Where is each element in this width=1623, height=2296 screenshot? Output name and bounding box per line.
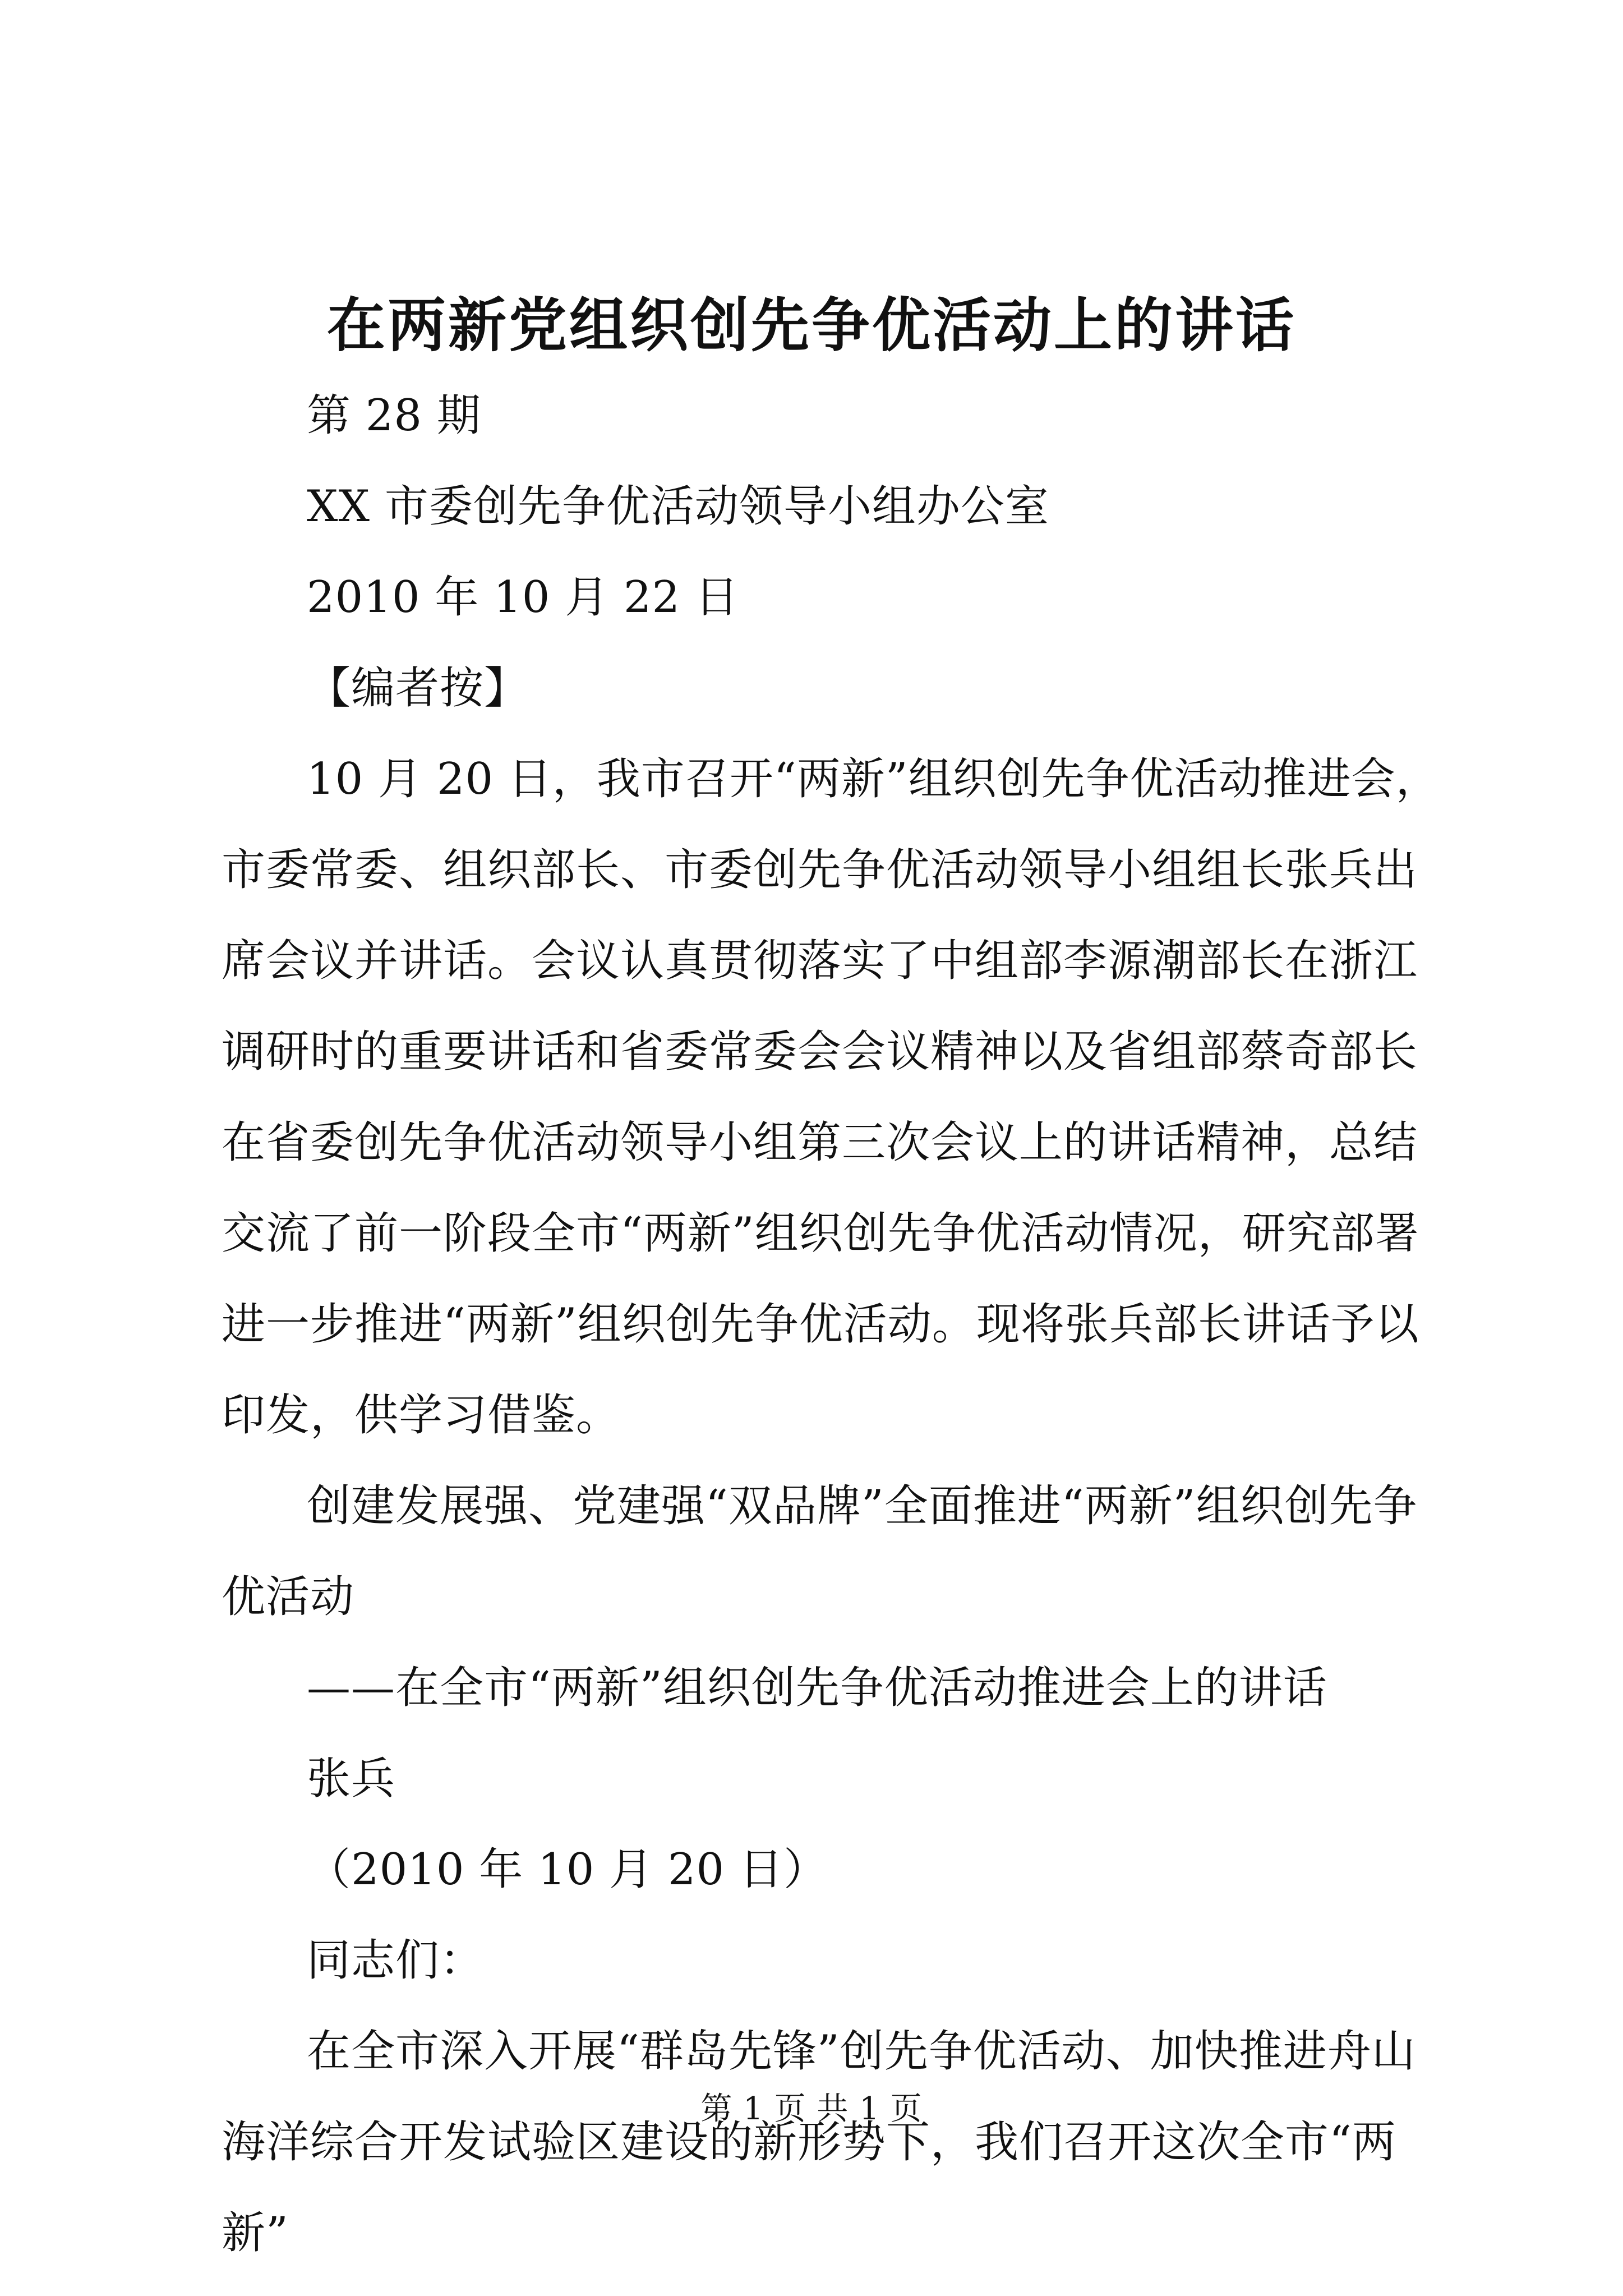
speech-date: （2010 年 10 月 20 日） <box>307 1844 828 1895</box>
speech-title: 创建发展强、党建强“双品牌”全面推进“两新”组织创先争优活动 <box>222 1481 1418 1622</box>
speech-subtitle: ——在全市“两新”组织创先争优活动推进会上的讲话 <box>307 1663 1327 1713</box>
issuing-office: XX 市委创先争优活动领导小组办公室 <box>307 481 1049 532</box>
editor-note-label: 【编者按】 <box>307 663 529 714</box>
issue-number: 第 28 期 <box>307 390 481 441</box>
opening-paragraph: 在全市深入开展“群岛先锋”创先争优活动、加快推进舟山海洋综合开发试验区建设的新形势下，我们召开这次全市“两新” <box>222 2026 1416 2258</box>
page-number-footer: 第 1 页 共 1 页 <box>700 2091 923 2127</box>
document-body <box>222 370 1450 2279</box>
speaker-name: 张兵 <box>307 1754 396 1804</box>
editor-note-paragraph: 10 月 20 日，我市召开“两新”组织创先争优活动推进会，市委常委、组织部长、市委创先争优活动领导小组组长张兵出席会议并讲话。会议认真贯彻落实了中组部李源潮部长在浙江调研时的重要讲话和省委常委会会议精神以及省组部蔡奇部长在省委创先争优活动领导小组第三次会议上的讲话精神，总结交流了前一阶段全市“两新”组织创先争优活动情况，研究部署进一步推进“两新”组织创先争优活动。现将张兵部长讲话予以印发，供学习借鉴。 <box>222 754 1440 1441</box>
document-title: 在两新党组织创先争优活动上的讲话 <box>326 291 1296 360</box>
issue-date: 2010 年 10 月 22 日 <box>307 572 739 623</box>
salutation: 同志们： <box>307 1935 485 1986</box>
